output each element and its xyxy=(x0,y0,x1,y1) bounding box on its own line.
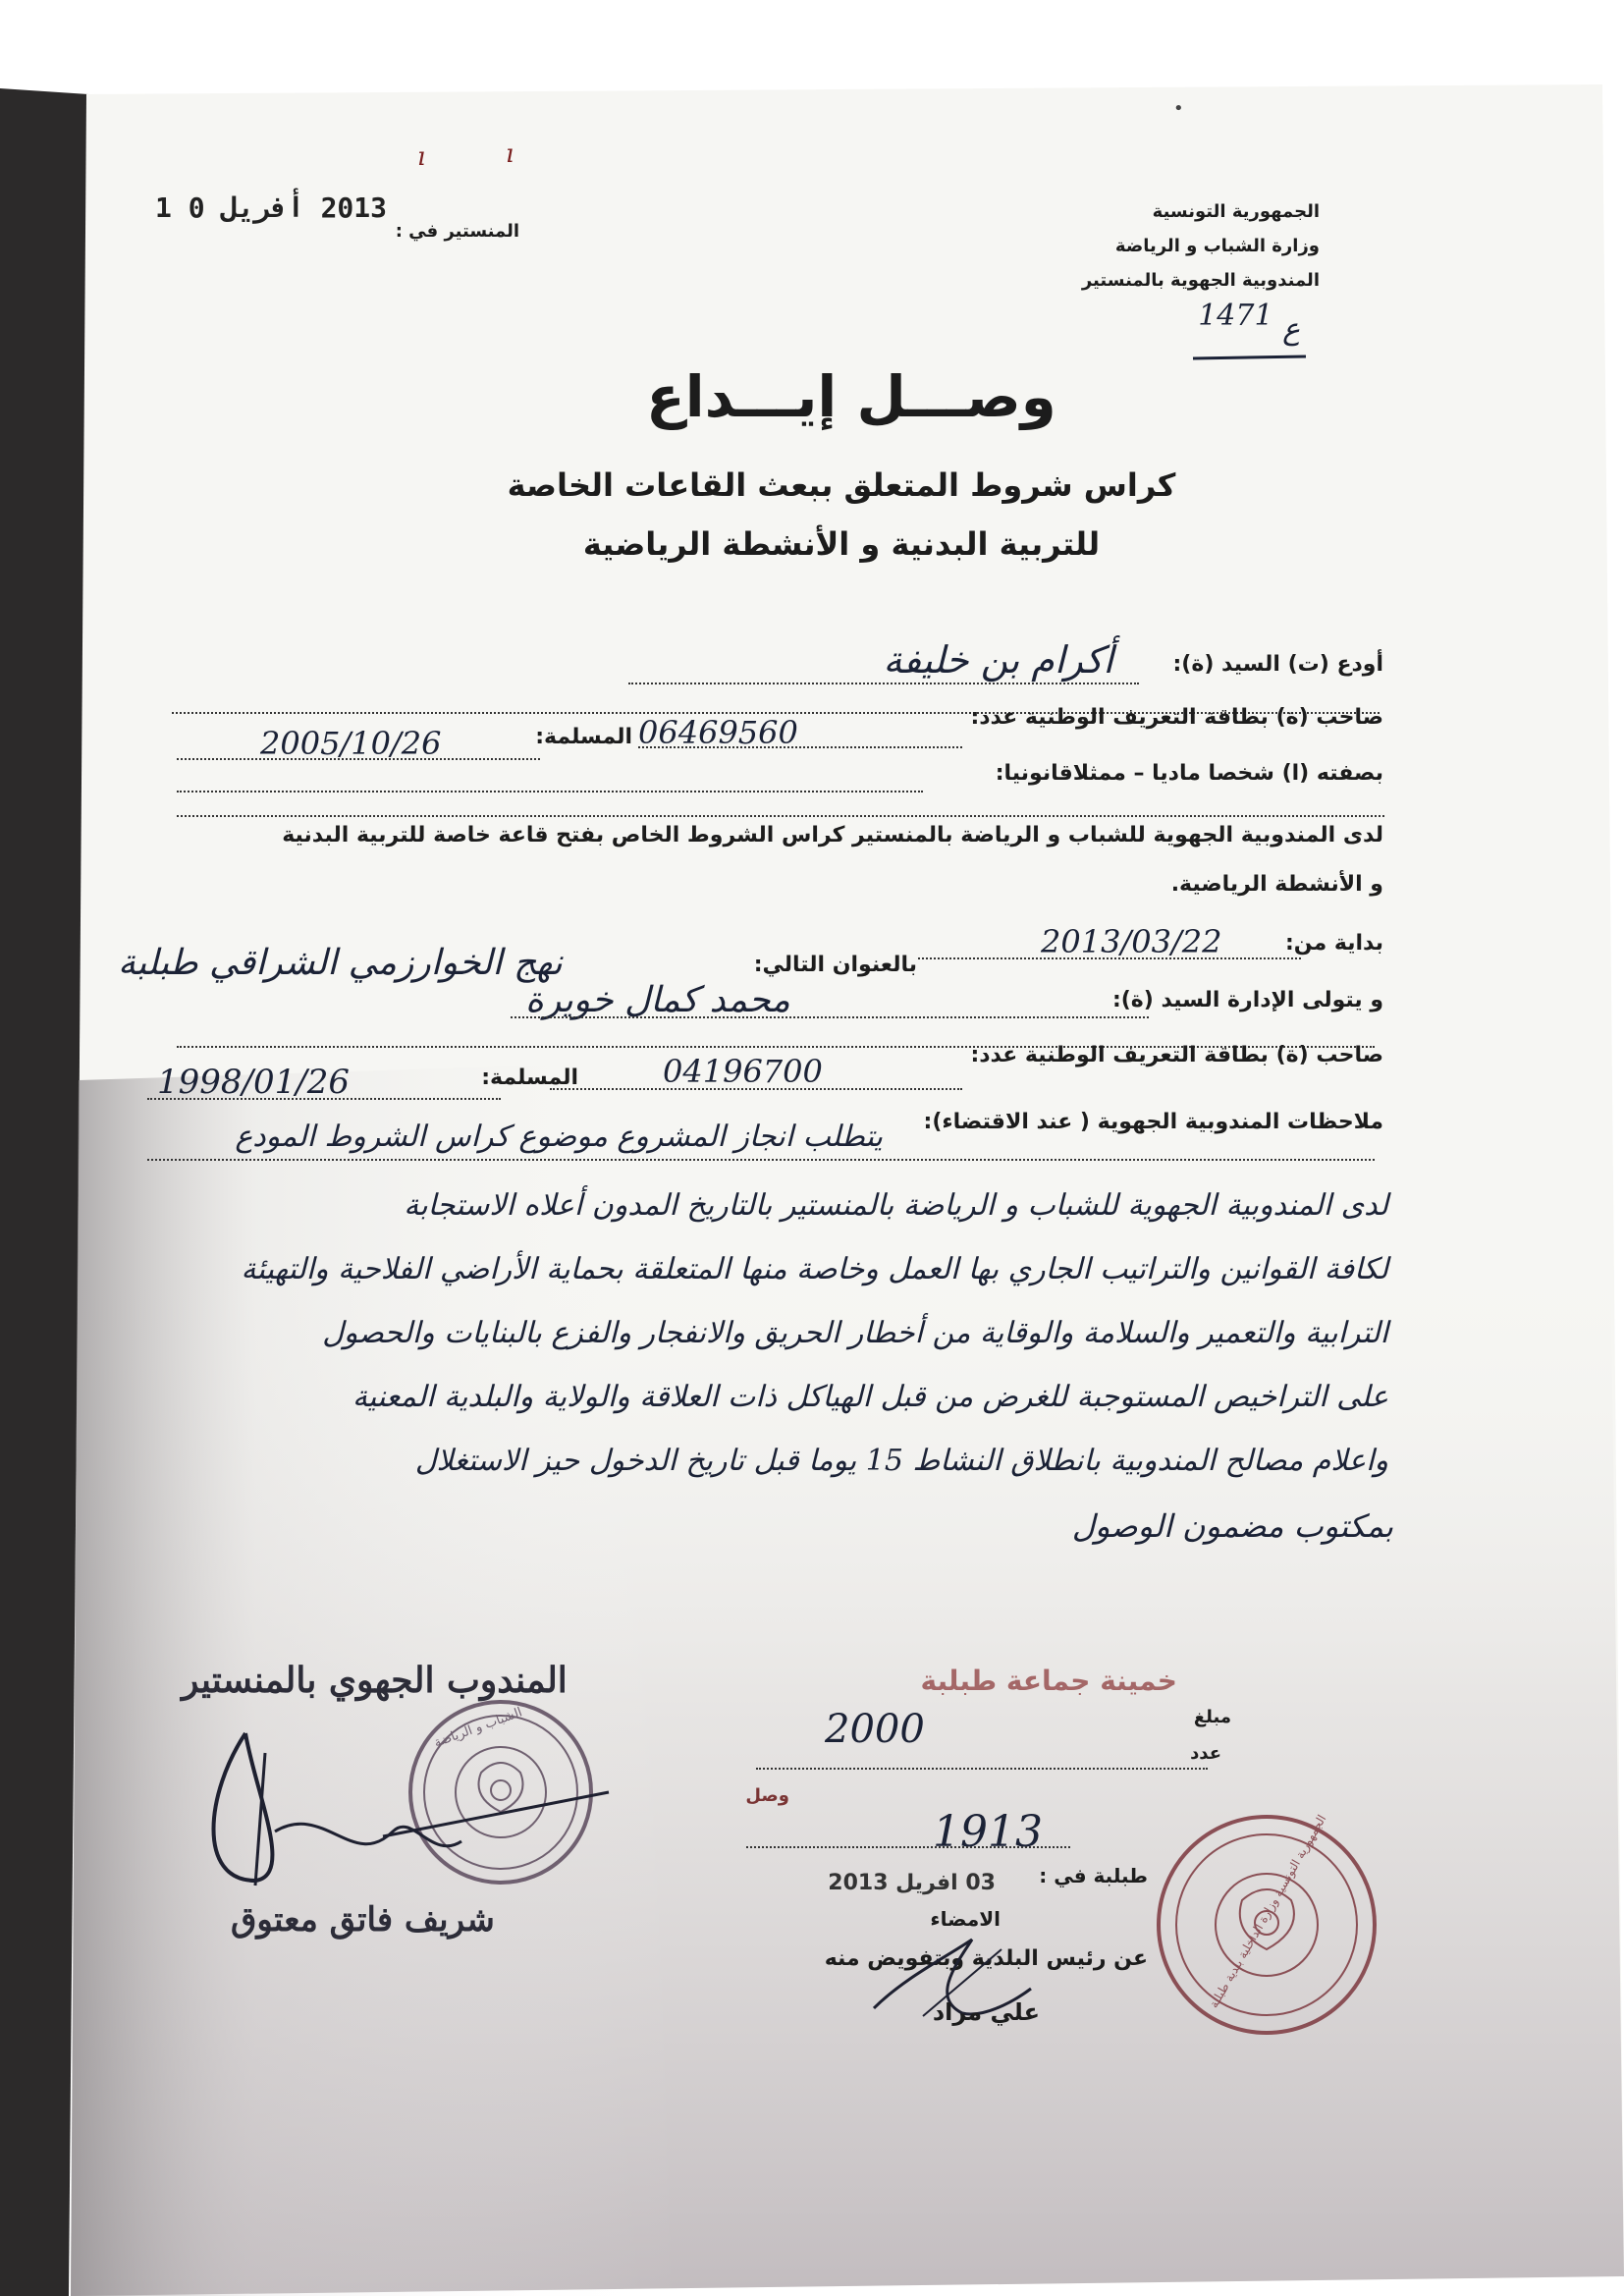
body-line-1: لدى المندوبية الجهوية للشباب و الرياضة بالمنستير كراس الشروط الخاص بفتح قاعة خاصة للتربية البدنية xyxy=(282,823,1383,847)
manager-id-number: 04196700 xyxy=(663,1053,823,1090)
body-line-2: و الأنشطة الرياضية. xyxy=(1170,872,1383,897)
stamp-receipt-label: وصل xyxy=(745,1785,789,1806)
capacity-dots xyxy=(177,791,923,793)
stamp-number-dots xyxy=(756,1768,1208,1770)
margin-mark: ı xyxy=(417,142,426,172)
header-delegation: المندوبية الجهوية بالمنستير xyxy=(1081,270,1320,291)
notes-line: يتطلب انجاز المشروع موضوع كراس الشروط المودع xyxy=(235,1120,883,1154)
manager-name: محمد كمال خويرة xyxy=(525,980,790,1020)
id-issued-label: المسلمة: xyxy=(535,725,632,749)
capacity-label: بصفته (ا) شخصا ماديا – ممثلاقانونيا: xyxy=(995,761,1383,786)
stamp-header: خمينة جماعة طبلبة xyxy=(920,1665,1177,1697)
right-seal-text: الجمهورية التونسية وزارة الداخلية بلدية طبلبة xyxy=(1206,1812,1329,2011)
address-value: نهج الخوارزمي الشراقي طبلبة xyxy=(118,943,563,983)
depositor-dots xyxy=(628,683,1139,684)
stamp-place-date-value: 03 افريل 2013 xyxy=(828,1871,996,1895)
stamp-place-date-label: طبلبة في : xyxy=(1039,1864,1148,1887)
manager-issued-date: 1998/01/26 xyxy=(157,1063,350,1102)
document-subtitle-1: كراس شروط المتعلق ببعث القاعات الخاصة xyxy=(507,466,1176,504)
manager-dots xyxy=(511,1016,1149,1018)
stamp-sign-role: عن رئيس البلدية وبتفويض منه xyxy=(824,1946,1148,1971)
reference-number xyxy=(1198,299,1300,347)
capacity-dots-2 xyxy=(177,815,1384,817)
reference-suffix: ع xyxy=(1282,312,1300,347)
manager-label: و يتولى الإدارة السيد (ة): xyxy=(1111,988,1383,1012)
left-seal-text: الشباب و الرياضة xyxy=(432,1705,524,1751)
stamp-receipt-value: 1913 xyxy=(933,1807,1043,1857)
manager-issued-dots xyxy=(147,1098,501,1100)
notes-line: واعلام مصالح المندوبية بانطلاق النشاط 15 يوما قبل تاريخ الدخول حيز الاستغلال xyxy=(414,1444,1388,1478)
notes-line: لكافة القوانين والتراتيب الجاري بها العمل وخاصة منها المتعلقة بحماية الأراضي الفلاحية والتهيئة xyxy=(241,1252,1388,1286)
date-stamp: 2013 أفريل 0 1 xyxy=(154,191,387,224)
date-label: المنستير في : xyxy=(395,221,519,242)
margin-mark: ı xyxy=(506,139,514,169)
start-date: 2013/03/22 xyxy=(1041,923,1222,960)
address-label: بالعنوان التالي: xyxy=(753,953,917,977)
start-dots xyxy=(918,957,1301,959)
notes-line: على التراخيص المستوجبة للغرض من قبل الهياكل ذات العلاقة والولاية والبلدية المعنية xyxy=(352,1380,1388,1414)
notes-dots xyxy=(147,1159,1375,1161)
stamp-receipt-dots xyxy=(746,1846,1070,1848)
manager-id-dots xyxy=(550,1088,962,1090)
notes-line: الترابية والتعمير والسلامة والوقاية من أخطار الحريق والانفجار والفزع بالبنايات والحصول xyxy=(322,1316,1388,1350)
manager-issued-label: المسلمة: xyxy=(481,1066,578,1090)
notes-line: بمكتوب مضمون الوصول xyxy=(1071,1507,1393,1545)
stamp-number-label: عدد xyxy=(1190,1743,1221,1764)
left-signatory-title: المندوب الجهوي بالمنستير xyxy=(182,1660,568,1701)
document-title: وصـــل إيـــداع xyxy=(646,363,1056,430)
start-label: بداية من: xyxy=(1285,931,1383,956)
depositor-name: أكرام بن خليفة xyxy=(883,638,1113,682)
left-signatory-name: شريف فاتق معتوق xyxy=(231,1900,495,1940)
reference-value: 1471 xyxy=(1198,299,1273,333)
margin-dot: • xyxy=(1173,98,1184,119)
header-ministry: وزارة الشباب و الرياضة xyxy=(1114,236,1320,256)
stamp-sign-name: علي مراد xyxy=(932,1998,1040,2026)
id-issued-date: 2005/10/26 xyxy=(260,725,442,762)
id-number: 06469560 xyxy=(638,714,798,751)
stamp-amount-value: 2000 xyxy=(825,1707,925,1752)
id-issued-dots xyxy=(177,758,540,760)
notes-label: ملاحظات المندوبية الجهوية ( عند الاقتضاء): xyxy=(923,1110,1383,1134)
left-signature xyxy=(187,1714,619,1900)
document-subtitle-2: للتربية البدنية و الأنشطة الرياضية xyxy=(582,525,1101,563)
manager-id-label: صاحب (ة) بطاقة التعريف الوطنية عدد: xyxy=(970,1043,1383,1067)
stamp-amount-label: مبلغ xyxy=(1193,1707,1231,1727)
depositor-label: أودع (ت) السيد (ة): xyxy=(1172,652,1383,677)
notes-line: لدى المندوبية الجهوية للشباب و الرياضة بالمنستير بالتاريخ المدون أعلاه الاستجابة xyxy=(404,1188,1388,1223)
header-republic: الجمهورية التونسية xyxy=(1152,201,1320,222)
id-label: صاحب (ة) بطاقة التعريف الوطنية عدد: xyxy=(970,705,1383,730)
stamp-sign-label: الامضاء xyxy=(930,1907,1001,1931)
